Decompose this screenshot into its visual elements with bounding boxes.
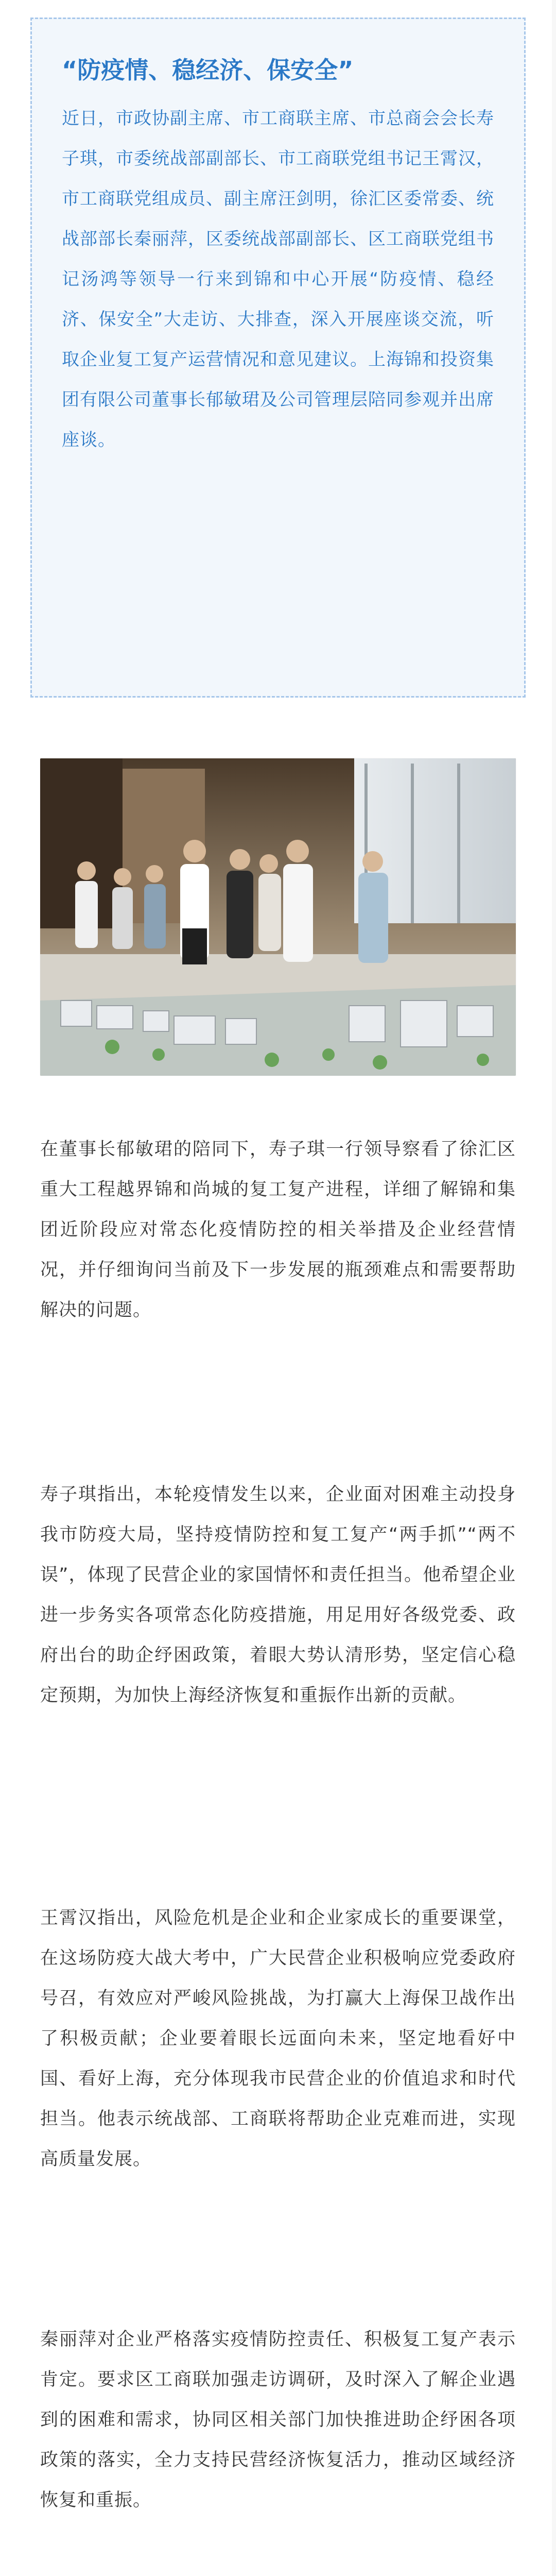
paragraph-1: 在董事长郁敏珺的陪同下，寿子琪一行领导察看了徐汇区重大工程越界锦和尚城的复工复产进程，详细了解锦和集团近阶段应对常态化疫情防控的相关举措及企业经营情况，并仔细询问当前及下一步发展的瓶颈难点和需要帮助解决的问题。 xyxy=(40,1139,516,1320)
right-gutter xyxy=(552,0,556,2576)
intro-text: 近日，市政协副主席、市工商联主席、市总商会会长寿子琪，市委统战部副部长、市工商联党组书记王霄汉，市工商联党组成员、副主席汪剑明，徐汇区委常委、统战部部长秦丽萍，区委统战部副部长、区工商联党组书记汤鸿等领导一行来到锦和中心开展“防疫情、稳经济、保安全”大走访、大排查，深入开展座谈交流，听取企业复工复产运营情况和意见建议。上海锦和投资集团有限公司董事长郁敏珺及公司管理层陪同参观并出席座谈。 xyxy=(62,108,494,450)
meeting-photo-sand-table-icon xyxy=(40,758,516,1076)
paragraph-2: 寿子琪指出，本轮疫情发生以来，企业面对困难主动投身我市防疫大局，坚持疫情防控和复工复产“两手抓”“两不误”，体现了民营企业的家国情怀和责任担当。他希望企业进一步务实各项常态化防疫措施，用足用好各级党委、政府出台的助企纾困政策，着眼大势认清形势，坚定信心稳定预期，为加快上海经济恢复和重振作出新的贡献。 xyxy=(40,1484,516,1706)
intro-title: “防疫情、稳经济、保安全” xyxy=(62,56,354,84)
paragraph-4: 秦丽萍对企业严格落实疫情防控责任、积极复工复产表示肯定。要求区工商联加强走访调研，及时深入了解企业遇到的困难和需求，协同区相关部门加快推进助企纾困各项政策的落实，全力支持民营经济恢复活力，推动区域经济恢复和重振。 xyxy=(40,2329,516,2511)
intro-card xyxy=(30,18,526,698)
meeting-photo-sand-table xyxy=(40,758,516,1076)
paragraph-3: 王霄汉指出，风险危机是企业和企业家成长的重要课堂，在这场防疫大战大考中，广大民营企业积极响应党委政府号召，有效应对严峻风险挑战，为打赢大上海保卫战作出了积极贡献；企业要着眼长远面向未来，坚定地看好中国、看好上海，充分体现我市民营企业的价值追求和时代担当。他表示统战部、工商联将帮助企业克难而进，实现高质量发展。 xyxy=(40,1908,516,2170)
